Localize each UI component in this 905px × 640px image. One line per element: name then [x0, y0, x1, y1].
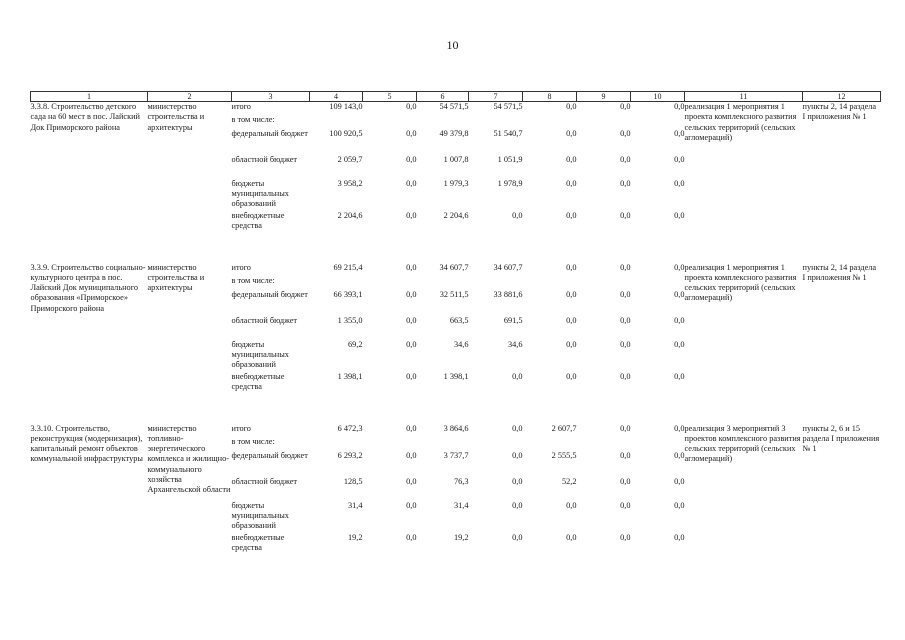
amount-cell: 0,0 [566, 339, 577, 349]
amount-cell: 1 007,8 [443, 154, 469, 164]
amount-cell: 0,0 [620, 102, 631, 111]
funding-source-cell: областной бюджет [231, 476, 298, 486]
amount-cell: 0,0 [674, 532, 685, 542]
amount-cell [631, 115, 685, 129]
amount-cell: 0,0 [620, 532, 631, 542]
amount-cell: 52,2 [561, 476, 577, 486]
amount-cell: 0,0 [566, 371, 577, 381]
amount-cell: 0,0 [512, 500, 523, 510]
amount-cell: 0,0 [406, 178, 417, 188]
amount-cell: 0,0 [566, 178, 577, 188]
amount-cell: 0,0 [512, 532, 523, 542]
page-number: 10 [446, 38, 459, 52]
funding-source-cell: в том числе: [231, 436, 275, 446]
column-number-header: 2 [148, 92, 232, 102]
amount-cell [310, 437, 363, 451]
amount-cell: 0,0 [674, 102, 685, 111]
amount-cell: 0,0 [620, 476, 631, 486]
amount-cell: 0,0 [620, 500, 631, 510]
table-row [31, 263, 881, 276]
amount-cell [631, 437, 685, 451]
funding-source-cell: итого [231, 423, 251, 433]
amount-cell: 6 472,3 [337, 423, 363, 433]
amount-cell: 1 979,3 [443, 178, 469, 188]
result-cell: реализация 1 мероприятия 1 проекта комплексного развития сельских территорий (сельских агломераций) [684, 102, 797, 142]
amount-cell: 0,0 [512, 476, 523, 486]
amount-cell: 0,0 [406, 339, 417, 349]
funding-source-cell: итого [231, 102, 251, 111]
amount-cell [631, 276, 685, 290]
column-number-header: 1 [31, 92, 148, 102]
column-number-header: 8 [523, 92, 577, 102]
amount-cell [363, 437, 417, 451]
amount-cell: 2 204,6 [337, 210, 363, 220]
amount-cell: 0,0 [566, 154, 577, 164]
points-cell: пункты 2, 6 и 15 раздела I приложения № 1 [802, 423, 880, 454]
amount-cell: 663,5 [449, 315, 469, 325]
amount-cell: 51 540,7 [493, 128, 523, 138]
amount-cell: 0,0 [674, 262, 685, 272]
column-number-header: 10 [631, 92, 685, 102]
result-cell: реализация 3 мероприятий 3 проектов комплексного развития сельских территорий (сельских агломераций) [684, 423, 801, 464]
amount-cell [523, 437, 577, 451]
amount-cell: 100 920,5 [329, 128, 363, 138]
column-number-header: 9 [577, 92, 631, 102]
column-number-header: 3 [232, 92, 310, 102]
amount-cell: 19,2 [453, 532, 469, 542]
amount-cell [577, 276, 631, 290]
amount-cell [310, 115, 363, 129]
amount-cell: 0,0 [512, 450, 523, 460]
amount-cell: 0,0 [674, 154, 685, 164]
amount-cell: 0,0 [674, 289, 685, 299]
funding-source-cell: бюджеты муниципальных образований [231, 339, 289, 370]
column-number-header: 7 [469, 92, 523, 102]
amount-cell: 0,0 [674, 500, 685, 510]
amount-cell: 0,0 [674, 476, 685, 486]
amount-cell: 0,0 [674, 315, 685, 325]
amount-cell: 128,5 [343, 476, 363, 486]
amount-cell: 0,0 [406, 128, 417, 138]
amount-cell: 0,0 [406, 532, 417, 542]
table-row [31, 424, 881, 437]
amount-cell: 0,0 [620, 371, 631, 381]
amount-cell: 0,0 [566, 315, 577, 325]
table-row [31, 102, 881, 115]
amount-cell: 49 379,8 [439, 128, 469, 138]
points-cell: пункты 2, 14 раздела I приложения № 1 [802, 262, 877, 282]
amount-cell: 33 881,6 [493, 289, 523, 299]
amount-cell: 2 607,7 [551, 423, 577, 433]
section-gap [31, 398, 881, 424]
amount-cell: 0,0 [512, 210, 523, 220]
amount-cell: 0,0 [620, 210, 631, 220]
funding-source-cell: внебюджетные средства [231, 210, 285, 230]
column-number-header: 12 [803, 92, 881, 102]
amount-cell: 34,6 [507, 339, 523, 349]
funding-source-cell: федеральный бюджет [231, 450, 308, 460]
amount-cell: 0,0 [620, 128, 631, 138]
amount-cell [310, 276, 363, 290]
amount-cell: 0,0 [406, 450, 417, 460]
amount-cell: 1 355,0 [337, 315, 363, 325]
executor-cell: министерство строительства и архитектуры [147, 262, 205, 293]
amount-cell [523, 115, 577, 129]
funding-source-cell: федеральный бюджет [231, 128, 308, 138]
amount-cell: 0,0 [620, 423, 631, 433]
amount-cell: 34 607,7 [493, 262, 523, 272]
executor-cell: министерство топливно-энергетического комплекса и жилищно-коммунального хозяйства Архангельской области [147, 423, 231, 495]
funding-source-cell: областной бюджет [231, 154, 298, 164]
amount-cell: 0,0 [674, 128, 685, 138]
funding-source-cell: внебюджетные средства [231, 371, 285, 391]
amount-cell: 32 511,5 [439, 289, 469, 299]
amount-cell: 0,0 [620, 315, 631, 325]
amount-cell: 0,0 [406, 210, 417, 220]
amount-cell: 691,5 [503, 315, 523, 325]
amount-cell: 0,0 [620, 262, 631, 272]
amount-cell [417, 437, 469, 451]
funding-source-cell: федеральный бюджет [231, 289, 308, 299]
amount-cell: 0,0 [674, 450, 685, 460]
amount-cell [577, 437, 631, 451]
amount-cell: 0,0 [674, 210, 685, 220]
amount-cell: 54 571,5 [493, 102, 523, 111]
amount-cell [417, 115, 469, 129]
funding-source-cell: итого [231, 262, 251, 272]
amount-cell: 0,0 [512, 423, 523, 433]
amount-cell: 0,0 [566, 128, 577, 138]
amount-cell: 0,0 [674, 178, 685, 188]
amount-cell: 69,2 [347, 339, 363, 349]
event-name-cell: 3.3.10. Строительство, реконструкция (модернизация), капитальный ремонт объектов коммунальной инфраструктуры [30, 423, 143, 464]
amount-cell: 34 607,7 [439, 262, 469, 272]
funding-source-cell: бюджеты муниципальных образований [231, 500, 289, 531]
amount-cell: 0,0 [674, 371, 685, 381]
funding-source-cell: в том числе: [231, 114, 275, 124]
amount-cell: 0,0 [406, 262, 417, 272]
amount-cell: 6 293,2 [337, 450, 363, 460]
amount-cell: 0,0 [566, 102, 577, 111]
amount-cell: 69 215,4 [333, 262, 363, 272]
amount-cell: 0,0 [620, 289, 631, 299]
funding-source-cell: внебюджетные средства [231, 532, 285, 552]
event-name-cell: 3.3.8. Строительство детского сада на 60 мест в пос. Лайский Док Приморского района [30, 102, 140, 132]
result-cell: реализация 1 мероприятия 1 проекта комплексного развития сельских территорий (сельских агломераций) [684, 262, 797, 303]
amount-cell: 0,0 [620, 154, 631, 164]
column-number-header: 4 [310, 92, 363, 102]
amount-cell: 0,0 [406, 423, 417, 433]
amount-cell: 54 571,5 [439, 102, 469, 111]
amount-cell: 2 059,7 [337, 154, 363, 164]
amount-cell: 3 958,2 [337, 178, 363, 188]
amount-cell: 0,0 [566, 532, 577, 542]
amount-cell [363, 276, 417, 290]
amount-cell: 3 737,7 [443, 450, 469, 460]
amount-cell [469, 115, 523, 129]
budget-table [30, 91, 881, 559]
amount-cell: 1 398,1 [337, 371, 363, 381]
amount-cell: 66 393,1 [333, 289, 363, 299]
amount-cell [363, 115, 417, 129]
amount-cell: 0,0 [406, 371, 417, 381]
amount-cell: 0,0 [674, 423, 685, 433]
amount-cell: 0,0 [566, 262, 577, 272]
section-gap [31, 237, 881, 263]
amount-cell: 0,0 [406, 315, 417, 325]
amount-cell: 0,0 [566, 289, 577, 299]
amount-cell: 19,2 [347, 532, 363, 542]
amount-cell: 109 143,0 [329, 102, 363, 111]
amount-cell [523, 276, 577, 290]
amount-cell: 2 555,5 [551, 450, 577, 460]
amount-cell: 0,0 [406, 102, 417, 111]
amount-cell: 1 051,9 [497, 154, 523, 164]
amount-cell: 0,0 [620, 450, 631, 460]
amount-cell: 0,0 [620, 339, 631, 349]
column-number-header: 5 [363, 92, 417, 102]
column-number-header: 6 [417, 92, 469, 102]
amount-cell [417, 276, 469, 290]
amount-cell: 1 978,9 [497, 178, 523, 188]
amount-cell: 0,0 [406, 154, 417, 164]
amount-cell: 0,0 [566, 210, 577, 220]
amount-cell [469, 437, 523, 451]
amount-cell: 1 398,1 [443, 371, 469, 381]
amount-cell: 0,0 [566, 500, 577, 510]
event-name-cell: 3.3.9. Строительство социально-культурного центра в пос. Лайский Док муниципального образования «Приморское» Приморского района [30, 262, 146, 313]
funding-source-cell: бюджеты муниципальных образований [231, 178, 289, 209]
column-number-header: 11 [685, 92, 803, 102]
points-cell: пункты 2, 14 раздела I приложения № 1 [802, 102, 877, 122]
amount-cell [577, 115, 631, 129]
amount-cell [469, 276, 523, 290]
amount-cell: 34,6 [453, 339, 469, 349]
executor-cell: министерство строительства и архитектуры [147, 102, 205, 132]
amount-cell: 2 204,6 [443, 210, 469, 220]
amount-cell: 0,0 [674, 339, 685, 349]
amount-cell: 76,3 [453, 476, 469, 486]
amount-cell: 31,4 [347, 500, 363, 510]
amount-cell: 0,0 [406, 500, 417, 510]
funding-source-cell: в том числе: [231, 275, 275, 285]
amount-cell: 0,0 [512, 371, 523, 381]
funding-source-cell: областной бюджет [231, 315, 298, 325]
amount-cell: 0,0 [406, 476, 417, 486]
amount-cell: 31,4 [453, 500, 469, 510]
amount-cell: 0,0 [406, 289, 417, 299]
amount-cell: 0,0 [620, 178, 631, 188]
amount-cell: 3 864,6 [443, 423, 469, 433]
header-row [31, 92, 881, 102]
